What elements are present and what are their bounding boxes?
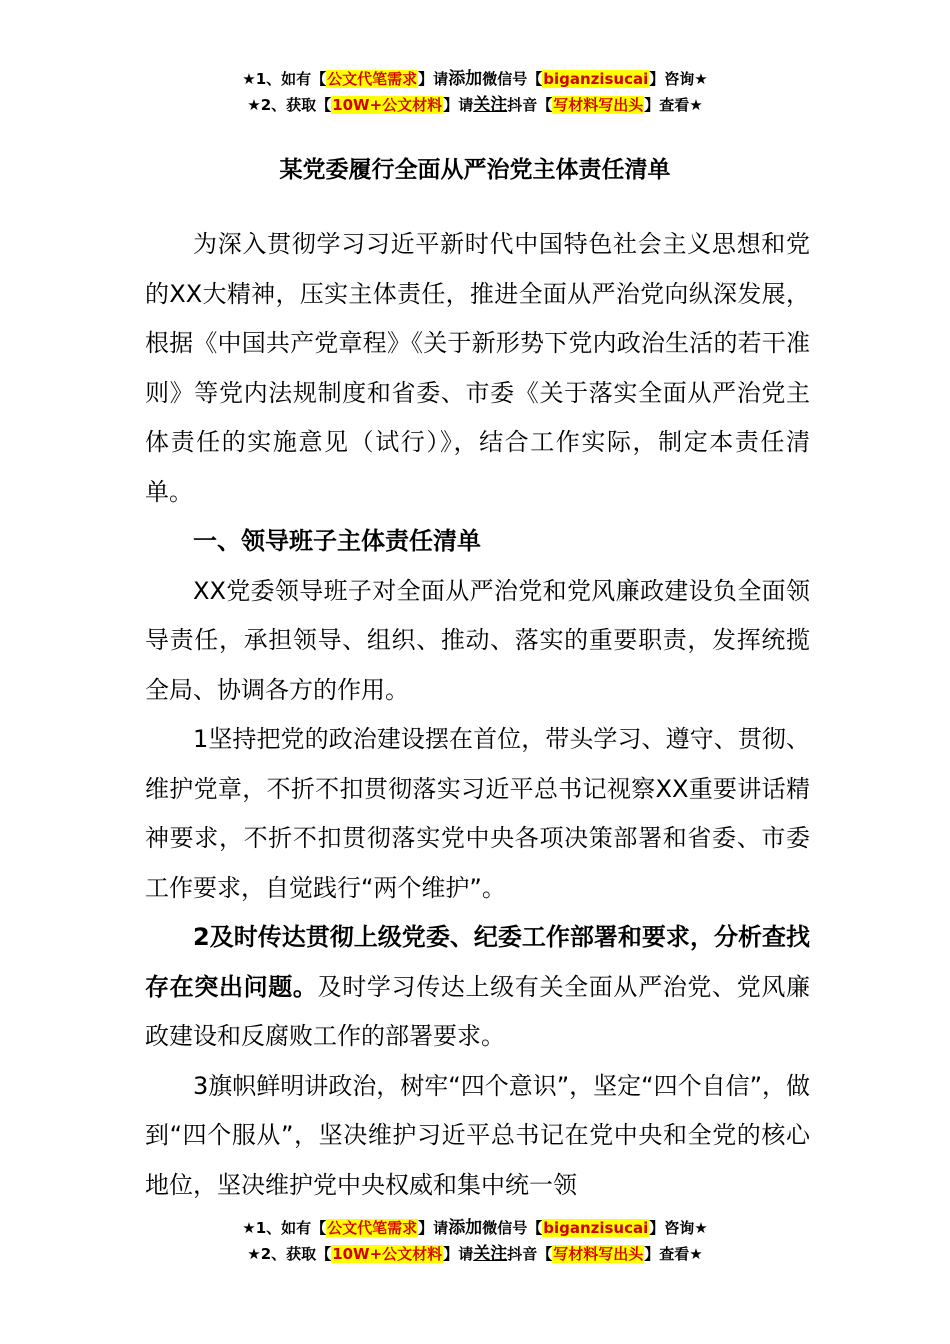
promo-text: 】请 <box>418 1219 449 1237</box>
highlight-text: 10W+公文材料 <box>332 96 443 114</box>
promo-text: 】查看★ <box>644 1245 703 1263</box>
item-2-rest: 及时学习传达上级有关全面从严治党、党风廉政建设和反腐败工作的部署要求。 <box>145 972 810 1050</box>
highlight-text: 写材料写出头 <box>553 1245 644 1263</box>
promo-text: 】咨询★ <box>649 1219 708 1237</box>
item-2-paragraph <box>145 913 810 1062</box>
item-3-paragraph: 3旗帜鲜明讲政治，树牢“四个意识”，坚定“四个自信”，做到“四个服从”，坚决维护习近平总书记在党中央和全党的核心地位，坚决维护党中央权威和集中统一领 <box>145 1071 811 1199</box>
promo-text: ★2、获取【 <box>247 96 332 114</box>
emphasis-text: 添加 <box>448 1218 483 1238</box>
promo-line-1 <box>0 1215 950 1241</box>
promo-text: 微信号【 <box>482 1219 543 1237</box>
item-1-paragraph: 1坚持把党的政治建设摆在首位，带头学习、遵守、贯彻、维护党章，不折不扣贯彻落实习近平总书记视察XX重要讲话精神要求，不折不扣贯彻落实党中央各项决策部署和省委、市委工作要求，自觉践行“两个维护”。 <box>145 725 810 902</box>
promo-text: 】查看★ <box>644 96 703 114</box>
promo-line-2 <box>0 92 950 118</box>
item-2-lead: 2及时传达贯彻上级党委、纪委工作部署和要求，分析查找存在突出问题。 <box>145 923 810 1001</box>
section-heading: 一、领导班子主体责任清单 <box>193 527 481 555</box>
document-title: 某党委履行全面从严治党主体责任清单 <box>279 157 671 183</box>
promo-text: 抖音【 <box>507 1245 553 1263</box>
emphasis-text: 关注 <box>473 1244 508 1264</box>
section-intro-paragraph: XX党委领导班子对全面从严治党和党风廉政建设负全面领导责任，承担领导、组织、推动、落实的重要职责，发挥统揽全局、协调各方的作用。 <box>145 576 810 704</box>
highlight-text: 公文代笔需求 <box>327 70 418 88</box>
highlight-text: biganzisucai <box>543 1219 649 1237</box>
promo-text: 】请 <box>443 1245 474 1263</box>
promo-text: 抖音【 <box>507 96 553 114</box>
promo-text: ★1、如有【 <box>242 70 327 88</box>
emphasis-text: 关注 <box>473 95 508 115</box>
promo-line-1 <box>0 66 950 92</box>
promo-line-2 <box>0 1241 950 1267</box>
promo-text: 】咨询★ <box>649 70 708 88</box>
promo-text: 】请 <box>443 96 474 114</box>
highlight-text: 公文代笔需求 <box>327 1219 418 1237</box>
intro-paragraph: 为深入贯彻学习习近平新时代中国特色社会主义思想和党的XX大精神，压实主体责任，推进全面从严治党向纵深发展，根据《中国共产党章程》《关于新形势下党内政治生活的若干准则》等党内法规制度和省委、市委《关于落实全面从严治党主体责任的实施意见（试行）》，结合工作实际，制定本责任清单。 <box>145 230 810 506</box>
promo-text: 】请 <box>418 70 449 88</box>
promo-text: ★2、获取【 <box>247 1245 332 1263</box>
promo-banner-bottom <box>0 1215 950 1267</box>
promo-banner-top <box>0 66 950 118</box>
document-body <box>145 220 810 1210</box>
emphasis-text: 添加 <box>448 69 483 89</box>
highlight-text: biganzisucai <box>543 70 649 88</box>
highlight-text: 写材料写出头 <box>553 96 644 114</box>
highlight-text: 10W+公文材料 <box>332 1245 443 1263</box>
promo-text: 微信号【 <box>482 70 543 88</box>
promo-text: ★1、如有【 <box>242 1219 327 1237</box>
